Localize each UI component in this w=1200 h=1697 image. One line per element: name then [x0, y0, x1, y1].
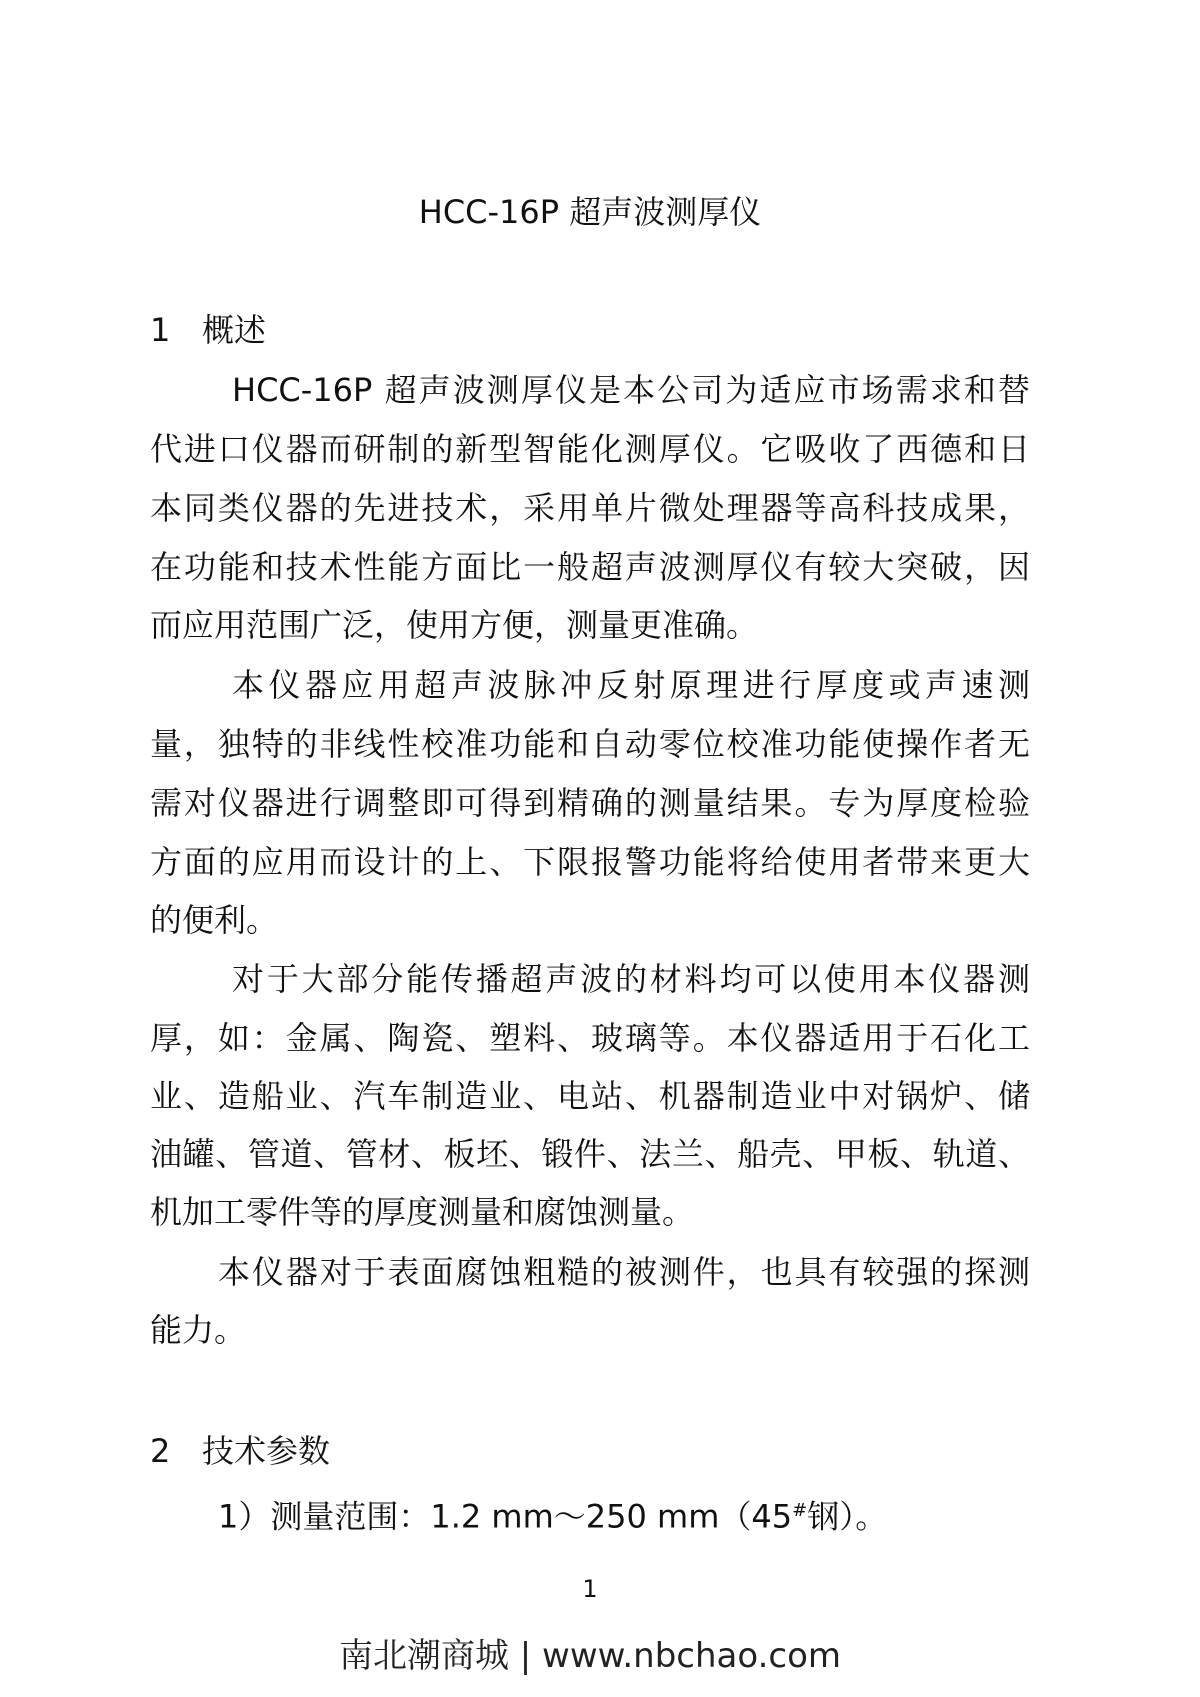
- paragraph-line: 在功能和技术性能方面比一般超声波测厚仪有较大突破，因: [150, 548, 1030, 586]
- paragraph-line: 需对仪器进行调整即可得到精确的测量结果。专为厚度检验: [150, 784, 1030, 822]
- paragraph-line: 方面的应用而设计的上、下限报警功能将给使用者带来更大: [150, 843, 1030, 881]
- paragraph-line: 本仪器对于表面腐蚀粗糙的被测件，也具有较强的探测: [218, 1253, 1030, 1291]
- paragraph-line: 本仪器应用超声波脉冲反射原理进行厚度或声速测: [232, 666, 1030, 704]
- paragraph-line: 能力。: [150, 1311, 247, 1349]
- paragraph-line: 本同类仪器的先进技术，采用单片微处理器等高科技成果，: [150, 489, 1030, 527]
- section-2-heading: [150, 1429, 330, 1473]
- paragraph-line: HCC-16P 超声波测厚仪是本公司为适应市场需求和替: [232, 371, 1030, 409]
- paragraph-line: 油罐、管道、管材、板坯、锻件、法兰、船壳、甲板、轨道、: [150, 1135, 1030, 1173]
- page-number: 1: [582, 1575, 598, 1603]
- spec-superscript: #: [792, 1500, 808, 1521]
- spec-text-suffix: 钢）。: [807, 1497, 888, 1536]
- paragraph-line: 对于大部分能传播超声波的材料均可以使用本仪器测: [232, 960, 1030, 998]
- paragraph-line: 业、造船业、汽车制造业、电站、机器制造业中对锅炉、储: [150, 1077, 1030, 1115]
- document-title: HCC-16P 超声波测厚仪: [418, 193, 762, 231]
- paragraph-line: 机加工零件等的厚度测量和腐蚀测量。: [150, 1193, 695, 1231]
- section-title: 技术参数: [202, 1432, 331, 1470]
- paragraph-line: 而应用范围广泛，使用方便，测量更准确。: [150, 606, 759, 644]
- paragraph-line: 代进口仪器而研制的新型智能化测厚仪。它吸收了西德和日: [150, 430, 1030, 468]
- watermark-footer: 南北潮商城 | www.nbchao.com: [338, 1636, 841, 1676]
- section-number: 1: [150, 311, 171, 349]
- spec-item-1: [218, 1489, 1098, 1536]
- paragraph-line: 厚，如：金属、陶瓷、塑料、玻璃等。本仪器适用于石化工: [150, 1019, 1030, 1057]
- paragraph-line: 的便利。: [150, 901, 279, 939]
- paragraph-line: 量，独特的非线性校准功能和自动零位校准功能使操作者无: [150, 725, 1030, 763]
- section-title: 概述: [202, 311, 267, 349]
- section-1-heading: [150, 308, 266, 352]
- spec-text: 1）测量范围：1.2 mm～250 mm（45: [218, 1497, 793, 1536]
- section-number: 2: [150, 1432, 171, 1470]
